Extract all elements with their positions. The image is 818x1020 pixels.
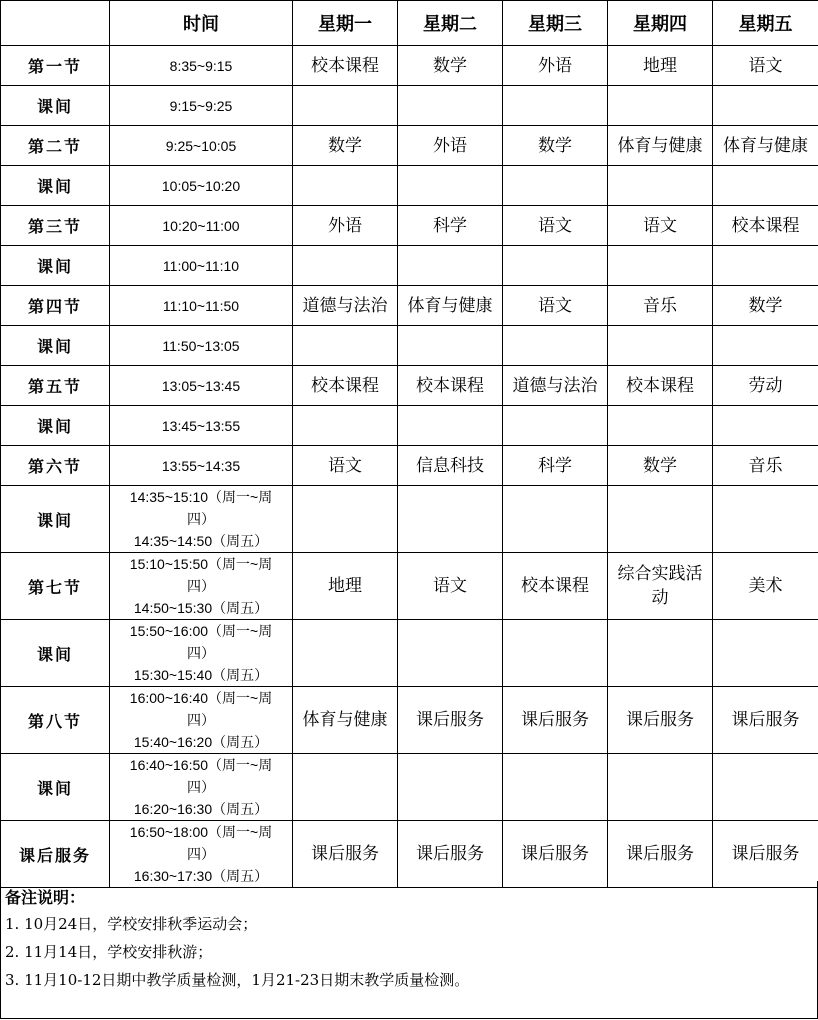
- schedule-row: [1, 446, 818, 486]
- subject-cell-monday: [293, 406, 398, 446]
- subject-cell-monday: 体育与健康: [293, 687, 398, 754]
- subject-cell-thursday: [608, 246, 713, 286]
- subject-cell-friday: 音乐: [713, 446, 818, 486]
- subject-cell-monday: [293, 326, 398, 366]
- subject-cell-friday: [713, 486, 818, 553]
- time-line: 四）: [187, 779, 215, 795]
- period-label: 课间: [1, 326, 110, 366]
- time-line: 14:35~15:10（周一~周: [129, 489, 273, 505]
- subject-cell-tuesday: 体育与健康: [398, 286, 503, 326]
- time-cell: [110, 486, 293, 553]
- subject-cell-tuesday: 外语: [398, 126, 503, 166]
- time-cell: [110, 821, 293, 888]
- note-item: 1. 10月24日，学校安排秋季运动会；: [5, 915, 258, 933]
- subject-cell-wednesday: [503, 246, 608, 286]
- subject-cell-tuesday: 校本课程: [398, 366, 503, 406]
- subject-cell-friday: 美术: [713, 553, 818, 620]
- tuesday-header: 星期二: [398, 1, 503, 46]
- subject-cell-thursday: 课后服务: [608, 821, 713, 888]
- subject-cell-tuesday: 科学: [398, 206, 503, 246]
- subject-cell-thursday: 校本课程: [608, 366, 713, 406]
- subject-cell-thursday: [608, 486, 713, 553]
- subject-cell-friday: 劳动: [713, 366, 818, 406]
- schedule-row: [1, 366, 818, 406]
- time-cell: [110, 620, 293, 687]
- time-line: 9:25~10:05: [165, 137, 237, 154]
- schedule-row-tall: [1, 754, 818, 821]
- time-line: 四）: [187, 645, 215, 661]
- subject-cell-tuesday: [398, 326, 503, 366]
- subject-cell-tuesday: 语文: [398, 553, 503, 620]
- time-line: 16:40~16:50（周一~周: [129, 757, 273, 773]
- schedule-row: [1, 246, 818, 286]
- period-label: 课间: [1, 166, 110, 206]
- subject-cell-friday: [713, 166, 818, 206]
- period-label: 第五节: [1, 366, 110, 406]
- schedule-row: [1, 406, 818, 446]
- note-item: 3. 11月10-12日期中教学质量检测，1月21-23日期末教学质量检测。: [5, 971, 470, 989]
- subject-cell-monday: [293, 486, 398, 553]
- friday-header: 星期五: [713, 1, 818, 46]
- subject-cell-tuesday: 课后服务: [398, 687, 503, 754]
- subject-cell-thursday: 音乐: [608, 286, 713, 326]
- period-label: 第三节: [1, 206, 110, 246]
- schedule-row-tall: [1, 553, 818, 620]
- subject-cell-monday: 道德与法治: [293, 286, 398, 326]
- schedule-row: [1, 46, 818, 86]
- subject-cell-wednesday: 课后服务: [503, 687, 608, 754]
- time-line: 16:30~17:30（周五）: [133, 868, 269, 884]
- schedule-row: [1, 286, 818, 326]
- period-label: 第四节: [1, 286, 110, 326]
- subject-cell-thursday: 综合实践活动: [608, 553, 713, 620]
- subject-cell-thursday: [608, 166, 713, 206]
- table-body: [1, 46, 818, 888]
- schedule-row: [1, 86, 818, 126]
- subject-cell-thursday: [608, 620, 713, 687]
- period-label: 第二节: [1, 126, 110, 166]
- subject-cell-friday: 数学: [713, 286, 818, 326]
- subject-cell-friday: 校本课程: [713, 206, 818, 246]
- time-cell: [110, 687, 293, 754]
- subject-cell-friday: 课后服务: [713, 687, 818, 754]
- subject-cell-wednesday: 道德与法治: [503, 366, 608, 406]
- time-line: 15:10~15:50（周一~周: [129, 556, 273, 572]
- time-line: 8:35~9:15: [169, 57, 233, 74]
- time-line: 四）: [187, 712, 215, 728]
- period-label: 课后服务: [1, 821, 110, 888]
- time-cell: [110, 246, 293, 286]
- time-line: 10:20~11:00: [162, 217, 240, 234]
- time-line: 13:45~13:55: [161, 417, 241, 434]
- corner-cell: [1, 1, 110, 46]
- time-header: 时间: [110, 1, 293, 46]
- period-label: 课间: [1, 246, 110, 286]
- time-line: 13:55~14:35: [161, 457, 241, 474]
- subject-cell-tuesday: [398, 406, 503, 446]
- subject-cell-monday: 语文: [293, 446, 398, 486]
- period-label: 第八节: [1, 687, 110, 754]
- subject-cell-monday: [293, 166, 398, 206]
- subject-cell-friday: [713, 86, 818, 126]
- subject-cell-tuesday: [398, 86, 503, 126]
- time-line: 14:50~15:30（周五）: [133, 600, 269, 616]
- subject-cell-tuesday: [398, 246, 503, 286]
- header-row: [1, 1, 818, 46]
- subject-cell-friday: [713, 620, 818, 687]
- subject-cell-monday: [293, 86, 398, 126]
- schedule-row: [1, 166, 818, 206]
- subject-cell-friday: 课后服务: [713, 821, 818, 888]
- time-line: 16:20~16:30（周五）: [133, 801, 269, 817]
- subject-cell-friday: 语文: [713, 46, 818, 86]
- subject-cell-wednesday: 语文: [503, 286, 608, 326]
- subject-cell-friday: 体育与健康: [713, 126, 818, 166]
- time-line: 16:50~18:00（周一~周: [129, 824, 273, 840]
- monday-header: 星期一: [293, 1, 398, 46]
- period-label: 第一节: [1, 46, 110, 86]
- subject-cell-thursday: [608, 406, 713, 446]
- time-cell: [110, 86, 293, 126]
- subject-cell-monday: [293, 620, 398, 687]
- wednesday-header: 星期三: [503, 1, 608, 46]
- time-cell: [110, 206, 293, 246]
- thursday-header: 星期四: [608, 1, 713, 46]
- time-line: 15:40~16:20（周五）: [133, 734, 269, 750]
- time-cell: [110, 126, 293, 166]
- subject-cell-thursday: 数学: [608, 446, 713, 486]
- period-label: 第六节: [1, 446, 110, 486]
- schedule-row-tall: [1, 687, 818, 754]
- subject-cell-monday: 课后服务: [293, 821, 398, 888]
- time-cell: [110, 286, 293, 326]
- schedule-row-tall: [1, 620, 818, 687]
- notes-section: [0, 881, 818, 1019]
- time-cell: [110, 446, 293, 486]
- subject-cell-monday: 外语: [293, 206, 398, 246]
- time-line: 15:30~15:40（周五）: [133, 667, 269, 683]
- subject-cell-thursday: [608, 326, 713, 366]
- subject-cell-friday: [713, 246, 818, 286]
- period-label: 课间: [1, 486, 110, 553]
- subject-cell-wednesday: [503, 486, 608, 553]
- subject-cell-wednesday: 课后服务: [503, 821, 608, 888]
- time-cell: [110, 46, 293, 86]
- schedule-row: [1, 206, 818, 246]
- subject-cell-tuesday: 信息科技: [398, 446, 503, 486]
- subject-cell-wednesday: [503, 86, 608, 126]
- subject-cell-monday: [293, 754, 398, 821]
- time-line: 10:05~10:20: [161, 177, 241, 194]
- note-item: 2. 11月14日，学校安排秋游；: [5, 943, 213, 961]
- time-line: 15:50~16:00（周一~周: [129, 623, 273, 639]
- time-line: 11:00~11:10: [162, 257, 240, 274]
- time-line: 11:10~11:50: [162, 297, 240, 314]
- time-cell: [110, 166, 293, 206]
- subject-cell-wednesday: [503, 166, 608, 206]
- subject-cell-thursday: 语文: [608, 206, 713, 246]
- schedule-row-tall: [1, 486, 818, 553]
- time-line: 四）: [187, 846, 215, 862]
- time-cell: [110, 406, 293, 446]
- subject-cell-wednesday: 校本课程: [503, 553, 608, 620]
- time-line: 13:05~13:45: [161, 377, 241, 394]
- time-line: 四）: [187, 511, 215, 527]
- schedule-row-tall: [1, 821, 818, 888]
- subject-cell-tuesday: 课后服务: [398, 821, 503, 888]
- time-line: 四）: [187, 578, 215, 594]
- schedule-row: [1, 326, 818, 366]
- subject-cell-wednesday: 科学: [503, 446, 608, 486]
- period-label: 课间: [1, 620, 110, 687]
- time-line: 14:35~14:50（周五）: [133, 533, 269, 549]
- period-label: 第七节: [1, 553, 110, 620]
- time-cell: [110, 366, 293, 406]
- subject-cell-friday: [713, 326, 818, 366]
- subject-cell-wednesday: 数学: [503, 126, 608, 166]
- subject-cell-monday: [293, 246, 398, 286]
- subject-cell-friday: [713, 406, 818, 446]
- subject-cell-monday: 校本课程: [293, 366, 398, 406]
- period-label: 课间: [1, 754, 110, 821]
- subject-cell-tuesday: [398, 754, 503, 821]
- subject-cell-thursday: 地理: [608, 46, 713, 86]
- subject-cell-tuesday: 数学: [398, 46, 503, 86]
- period-label: 课间: [1, 406, 110, 446]
- subject-cell-monday: 数学: [293, 126, 398, 166]
- subject-cell-thursday: 课后服务: [608, 687, 713, 754]
- time-cell: [110, 754, 293, 821]
- subject-cell-thursday: 体育与健康: [608, 126, 713, 166]
- subject-cell-wednesday: [503, 754, 608, 821]
- schedule-row: [1, 126, 818, 166]
- subject-cell-monday: 校本课程: [293, 46, 398, 86]
- time-cell: [110, 326, 293, 366]
- subject-cell-monday: 地理: [293, 553, 398, 620]
- subject-cell-thursday: [608, 754, 713, 821]
- subject-cell-wednesday: 外语: [503, 46, 608, 86]
- subject-cell-tuesday: [398, 166, 503, 206]
- time-line: 11:50~13:05: [162, 337, 240, 354]
- subject-cell-tuesday: [398, 620, 503, 687]
- time-line: 16:00~16:40（周一~周: [129, 690, 273, 706]
- time-cell: [110, 553, 293, 620]
- subject-cell-wednesday: 语文: [503, 206, 608, 246]
- notes-title: 备注说明：: [5, 888, 86, 907]
- time-line: 9:15~9:25: [169, 97, 233, 114]
- subject-cell-friday: [713, 754, 818, 821]
- subject-cell-thursday: [608, 86, 713, 126]
- period-label: 课间: [1, 86, 110, 126]
- subject-cell-wednesday: [503, 326, 608, 366]
- subject-cell-wednesday: [503, 406, 608, 446]
- subject-cell-tuesday: [398, 486, 503, 553]
- subject-cell-wednesday: [503, 620, 608, 687]
